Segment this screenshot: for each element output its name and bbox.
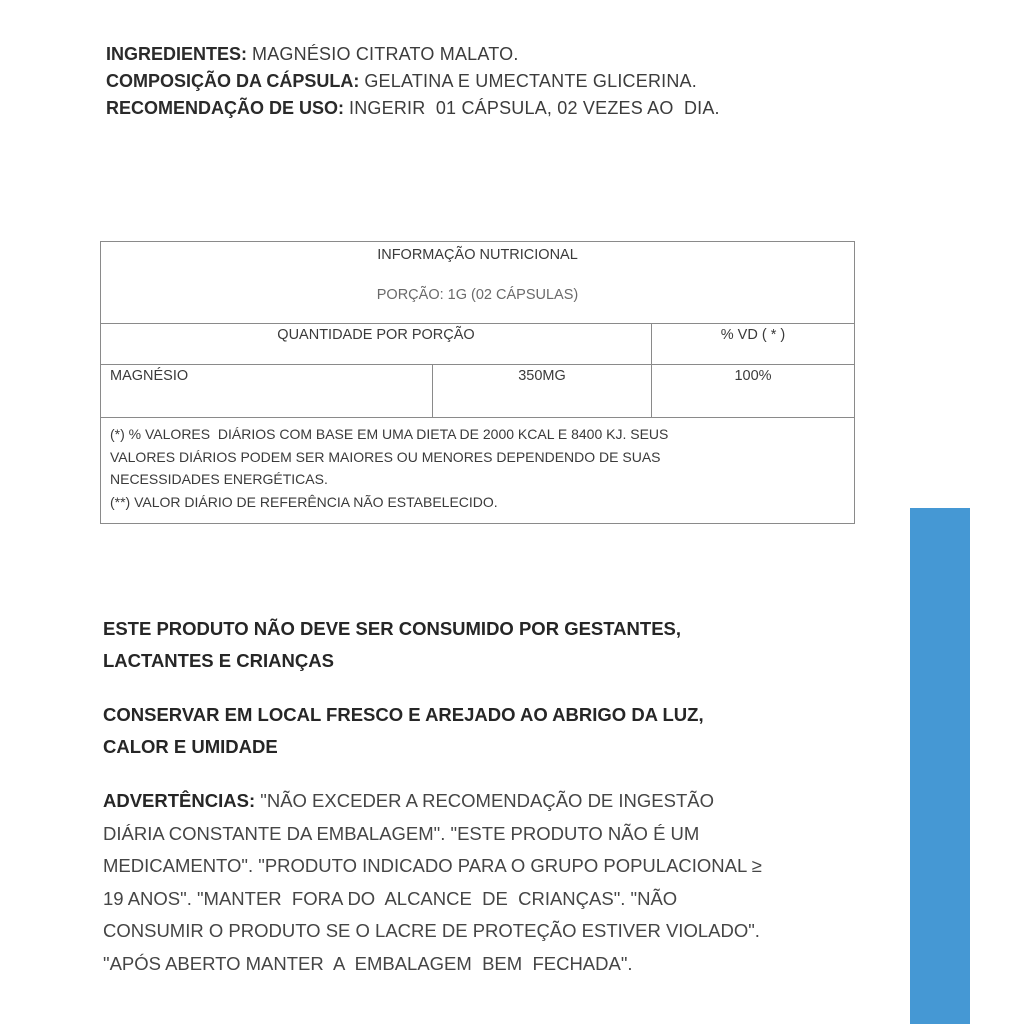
nutrition-footnote [101, 418, 854, 523]
warnings-line: CONSUMIR O PRODUTO SE O LACRE DE PROTEÇÃO ESTIVER VIOLADO". [103, 920, 760, 941]
ingredients-label: INGREDIENTES: [106, 44, 248, 64]
table-row [101, 365, 854, 418]
warnings-line: DIÁRIA CONSTANTE DA EMBALAGEM". "ESTE PRODUTO NÃO É UM [103, 822, 700, 844]
warnings-line: 19 ANOS". "MANTER FORA DO ALCANCE DE CRIANÇAS". "NÃO [103, 887, 678, 909]
nutrition-portion: PORÇÃO: 1G (02 CÁPSULAS) [376, 287, 579, 303]
nutrition-table-header [101, 242, 854, 324]
footnote-line: VALORES DIÁRIOS PODEM SER MAIORES OU MENORES DEPENDENDO DE SUAS [110, 448, 661, 465]
capsule-value: GELATINA E UMECTANTE GLICERINA. [364, 71, 697, 91]
nutrition-column-headers [101, 324, 854, 365]
pregnancy-notice-line: ESTE PRODUTO NÃO DEVE SER CONSUMIDO POR GESTANTES, [103, 618, 682, 639]
storage-notice [103, 699, 863, 763]
nutrient-amount: 350MG [433, 365, 652, 417]
warnings-line: MEDICAMENTO". "PRODUTO INDICADO PARA O GRUPO POPULACIONAL ≥ [103, 855, 762, 876]
warnings-text: "NÃO EXCEDER A RECOMENDAÇÃO DE INGESTÃO [260, 790, 715, 811]
column-vd-header: % VD ( * ) [720, 327, 786, 343]
accent-bar [910, 508, 970, 1024]
nutrition-table [100, 241, 855, 524]
usage-label: RECOMENDAÇÃO DE USO: [106, 98, 345, 118]
ingredients-value: MAGNÉSIO CITRATO MALATO. [252, 44, 519, 64]
product-info [106, 41, 866, 122]
footnote-line: (*) % VALORES DIÁRIOS COM BASE EM UMA DIETA DE 2000 KCAL E 8400 KJ. SEUS [110, 426, 669, 442]
capsule-label: COMPOSIÇÃO DA CÁPSULA: [106, 71, 360, 91]
column-quantity-header: QUANTIDADE POR PORÇÃO [101, 324, 652, 364]
usage-line [106, 95, 866, 122]
footnote-line: (**) VALOR DIÁRIO DE REFERÊNCIA NÃO ESTABELECIDO. [110, 493, 498, 510]
pregnancy-notice [103, 613, 863, 677]
storage-notice-line: CALOR E UMIDADE [103, 736, 278, 757]
warnings-first-line [103, 785, 863, 818]
ingredients-line [106, 41, 866, 68]
pregnancy-notice-line: LACTANTES E CRIANÇAS [103, 650, 334, 671]
warnings [103, 785, 863, 980]
nutrient-name: MAGNÉSIO [101, 365, 433, 417]
nutrition-table-title: INFORMAÇÃO NUTRICIONAL [377, 247, 578, 263]
capsule-line [106, 68, 866, 95]
nutrient-vd: 100% [734, 368, 772, 384]
warnings-line: "APÓS ABERTO MANTER A EMBALAGEM BEM FECHADA". [103, 952, 633, 974]
footnote-line: NECESSIDADES ENERGÉTICAS. [110, 471, 328, 487]
storage-notice-line: CONSERVAR EM LOCAL FRESCO E AREJADO AO ABRIGO DA LUZ, [103, 704, 704, 725]
warnings-label: ADVERTÊNCIAS: [103, 790, 256, 811]
usage-value: INGERIR 01 CÁPSULA, 02 VEZES AO DIA. [349, 98, 720, 118]
notices [103, 613, 863, 980]
